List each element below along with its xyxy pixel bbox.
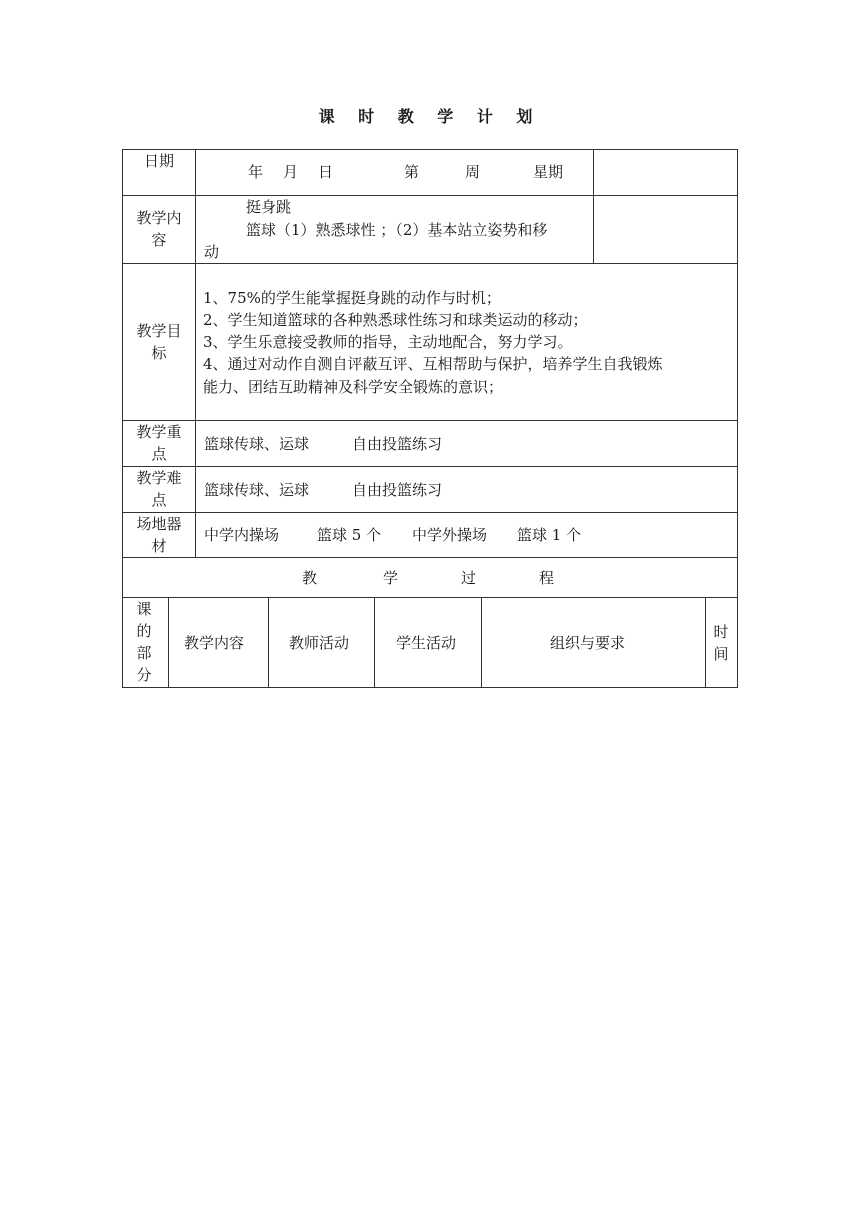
label-column-divider bbox=[195, 149, 196, 558]
table-border-bottom bbox=[122, 687, 738, 688]
extra-cell-divider bbox=[593, 149, 594, 264]
objective-item: 1、75%的学生能掌握挺身跳的动作与时机； bbox=[203, 289, 501, 307]
difficulties-text-2: 自由投篮练习 bbox=[352, 481, 443, 499]
week-unit: 周 bbox=[465, 163, 481, 181]
equipment-venue-1: 中学内操场 bbox=[204, 526, 280, 544]
key-points-text-1: 篮球传球、运球 bbox=[204, 435, 310, 453]
column-header-content: 教学内容 bbox=[184, 634, 245, 652]
objective-item: 2、学生知道篮球的各种熟悉球性练习和球类运动的移动； bbox=[203, 311, 588, 329]
equipment-item-2: 篮球 1 个 bbox=[517, 526, 582, 544]
objective-item: 4、通过对动作自测自评蔽互评、互相帮助与保护，培养学生自我锻炼 bbox=[203, 355, 663, 373]
row-divider bbox=[122, 512, 738, 513]
weekday-label: 星期 bbox=[533, 163, 564, 181]
equipment-item-1: 篮球 5 个 bbox=[317, 526, 382, 544]
row-divider bbox=[122, 597, 738, 598]
content-line-2: 篮球（1）熟悉球性 ；（2）基本站立姿势和移 bbox=[246, 221, 548, 239]
row-divider bbox=[122, 420, 738, 421]
column-header-time: 时间 bbox=[713, 623, 729, 663]
objectives-label: 教学目标 bbox=[136, 322, 182, 362]
date-month: 月 bbox=[283, 163, 299, 181]
page-title: 课 时 教 学 计 划 bbox=[318, 107, 542, 126]
table-border-left bbox=[122, 149, 123, 688]
column-header-teacher: 教师活动 bbox=[289, 634, 350, 652]
equipment-venue-2: 中学外操场 bbox=[412, 526, 488, 544]
column-divider bbox=[168, 597, 169, 688]
date-label: 日期 bbox=[143, 152, 174, 170]
column-divider bbox=[268, 597, 269, 688]
table-border-top bbox=[122, 149, 738, 150]
process-header-char: 程 bbox=[539, 569, 555, 587]
content-line-3: 动 bbox=[204, 243, 220, 261]
difficulties-label: 教学难点 bbox=[136, 469, 182, 509]
column-header-part: 课的部分 bbox=[136, 600, 152, 684]
date-year: 年 bbox=[248, 163, 264, 181]
difficulties-text-1: 篮球传球、运球 bbox=[204, 481, 310, 499]
objective-item: 能力、团结互助精神及科学安全锻炼的意识； bbox=[203, 378, 504, 396]
key-points-text-2: 自由投篮练习 bbox=[352, 435, 443, 453]
column-divider bbox=[374, 597, 375, 688]
objective-item: 3、学生乐意接受教师的指导，主动地配合，努力学习。 bbox=[203, 333, 573, 351]
content-label: 教学内容 bbox=[136, 209, 182, 249]
date-day: 日 bbox=[318, 163, 334, 181]
column-divider bbox=[481, 597, 482, 688]
row-divider bbox=[122, 195, 738, 196]
content-line-1: 挺身跳 bbox=[246, 198, 292, 216]
row-divider bbox=[122, 557, 738, 558]
key-points-label: 教学重点 bbox=[136, 423, 182, 463]
row-divider bbox=[122, 466, 738, 467]
column-divider bbox=[705, 597, 706, 688]
equipment-label: 场地器材 bbox=[136, 515, 182, 555]
process-header-char: 教 bbox=[302, 569, 318, 587]
process-header-char: 过 bbox=[461, 569, 477, 587]
column-header-organization: 组织与要求 bbox=[550, 634, 626, 652]
process-header-char: 学 bbox=[383, 569, 399, 587]
row-divider bbox=[122, 263, 738, 264]
column-header-student: 学生活动 bbox=[396, 634, 457, 652]
week-label: 第 bbox=[404, 163, 420, 181]
table-border-right bbox=[737, 149, 738, 688]
